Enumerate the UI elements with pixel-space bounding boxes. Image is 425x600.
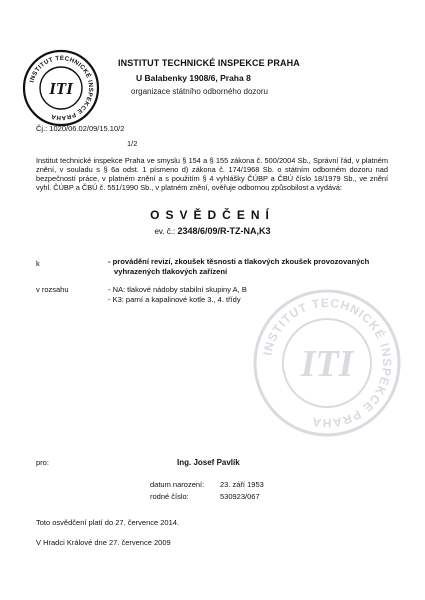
holder-label: pro: bbox=[36, 458, 49, 467]
iti-logo bbox=[21, 48, 101, 128]
org-address: U Balabenky 1908/6, Praha 8 bbox=[136, 73, 251, 83]
evidence-number-value: 2348/6/09/R-TZ-NA,K3 bbox=[177, 226, 271, 236]
scope-item: - K3: parní a kapalinové kotle 3., 4. třídy bbox=[108, 294, 241, 304]
reference-number: Čj.: 1020/06.02/09/15.10/2 bbox=[36, 124, 125, 133]
page-number: 1/2 bbox=[127, 139, 138, 148]
intro-paragraph: Institut technické inspekce Praha ve smyslu § 154 a § 155 zákona č. 500/2004 Sb., Správní řád, v platném znění, v souladu s § 6a odst. 1 písmeno d) zákona č. 174/1968 Sb. o státním odborném dozoru nad bezpečností práce, v platném znění a s použitím § 4 vyhlášky ČÚBP a ČBÚ číslo 18/1979 Sb., ve znění vyhl. ČÚBP a ČBÚ č. 551/1990 Sb., v platném znění, ověřuje odbornou způsobilost a vydává: bbox=[36, 156, 388, 192]
watermark-stamp bbox=[252, 288, 402, 438]
birth-date-value: 23. září 1953 bbox=[220, 480, 264, 489]
evidence-number-label: ev. č.: bbox=[154, 227, 176, 236]
holder-name: Ing. Josef Pavlík bbox=[177, 458, 240, 467]
purpose-label: k bbox=[36, 259, 40, 268]
evidence-number bbox=[0, 226, 425, 236]
validity-statement: Toto osvědčení platí do 27. července 2014. bbox=[36, 518, 180, 527]
certificate-title: OSVĚDČENÍ bbox=[150, 208, 275, 222]
logo-ring-text: INSTITUT TECHNICKÉ INSPEKCE PRAHA bbox=[28, 54, 95, 122]
scope-item: - NA: tlakové nádoby stabilní skupiny A, B bbox=[108, 285, 247, 294]
stamp-ring-text: INSTITUT TECHNICKÉ INSPEKCE PRAHA bbox=[260, 295, 395, 431]
org-subtitle: organizace státního odborného dozoru bbox=[131, 87, 268, 96]
scope-label: v rozsahu bbox=[36, 285, 69, 294]
org-name: INSTITUT TECHNICKÉ INSPEKCE PRAHA bbox=[118, 58, 300, 68]
logo-center-text: ITI bbox=[49, 79, 73, 98]
birth-number-label: rodné číslo: bbox=[150, 492, 189, 501]
birth-date-label: datum narození: bbox=[150, 480, 205, 489]
purpose-line-1: - provádění revizí, zkoušek těsnosti a tlakových zkoušek provozovaných bbox=[108, 257, 370, 266]
birth-number-value: 530923/067 bbox=[220, 492, 260, 501]
purpose-text bbox=[108, 257, 378, 277]
purpose-line-2: vyhrazených tlakových zařízení bbox=[114, 267, 228, 276]
scope-list bbox=[108, 285, 247, 304]
place-and-date: V Hradci Králové dne 27. července 2009 bbox=[36, 538, 171, 547]
stamp-center-text: ITI bbox=[300, 343, 354, 385]
